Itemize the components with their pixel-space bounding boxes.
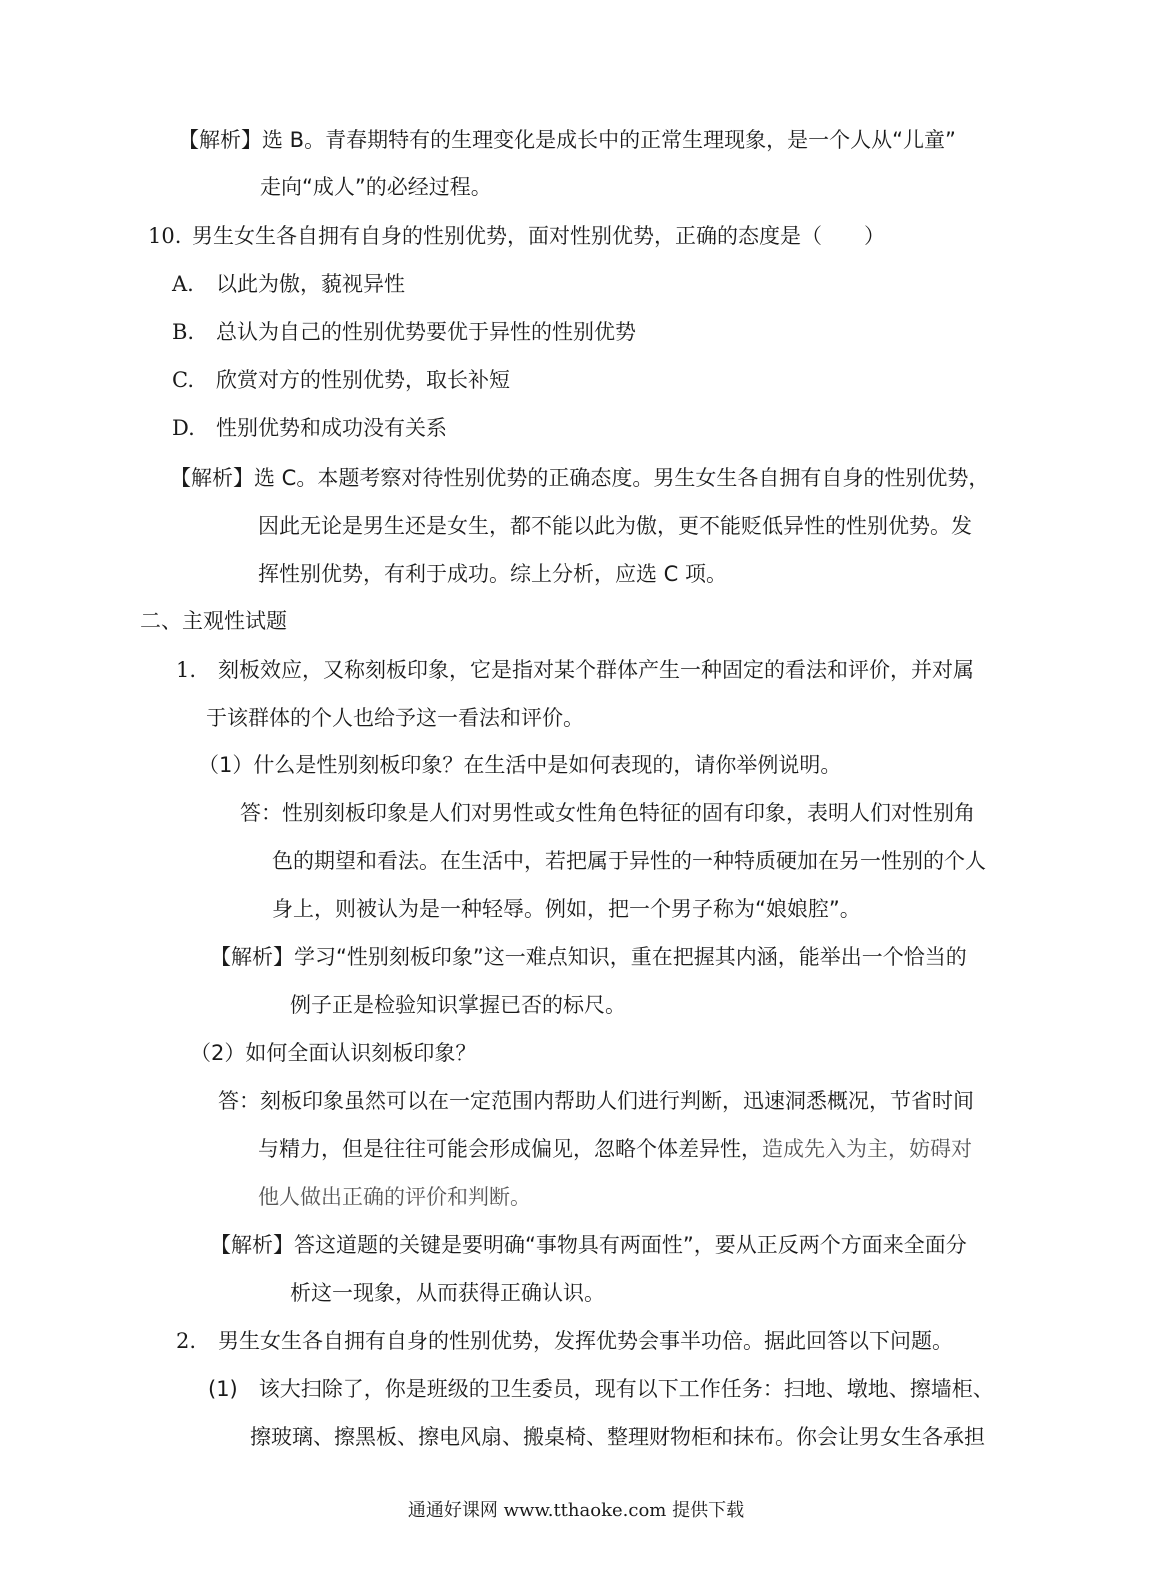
q10-option-a xyxy=(172,270,405,298)
q10-option-b xyxy=(172,318,636,346)
s1-part2-question: （2）如何全面认识刻板印象？ xyxy=(190,1041,477,1065)
s1-part1-answer-line-3: 身上，则被认为是一种轻辱。例如，把一个男子称为“娘娘腔”。 xyxy=(272,897,861,921)
section-heading: 二、主观性试题 xyxy=(140,609,287,633)
option-text: 性别优势和成功没有关系 xyxy=(216,416,447,440)
s2-number: 2. xyxy=(176,1329,197,1353)
footer-credit: 通通好课网 www.tthaoke.com 提供下载 xyxy=(407,1500,745,1521)
s1-number: 1. xyxy=(176,658,197,682)
q10-analysis-line-2: 因此无论是男生还是女生，都不能以此为傲，更不能贬低异性的性别优势。发 xyxy=(258,514,972,538)
q10-analysis-line-3: 挥性别优势，有利于成功。综上分析，应选 C 项。 xyxy=(258,562,728,586)
s1-stem-text: 刻板效应，又称刻板印象，它是指对某个群体产生一种固定的看法和评价，并对属 xyxy=(218,658,974,682)
s1-part1-analysis-line-1: 【解析】学习“性别刻板印象”这一难点知识，重在把握其内涵，能举出一个恰当的 xyxy=(210,945,967,969)
s1-part1-question: （1）什么是性别刻板印象？在生活中是如何表现的，请你举例说明。 xyxy=(198,753,842,777)
s1-part2-analysis-line-1: 【解析】答这道题的关键是要明确“事物具有两面性”，要从正反两个方面来全面分 xyxy=(210,1233,967,1257)
answer-text-gray: 造成先入为主，妨碍对 xyxy=(762,1137,972,1161)
s1-stem-line-1 xyxy=(176,656,974,684)
option-letter: A. xyxy=(172,272,194,296)
s2-part1-line-2: 擦玻璃、擦黑板、擦电风扇、搬桌椅、整理财物柜和抹布。你会让男女生各承担 xyxy=(250,1425,985,1449)
s1-part2-answer-line-3: 他人做出正确的评价和判断。 xyxy=(258,1185,531,1209)
s1-part2-analysis-line-2: 析这一现象，从而获得正确认识。 xyxy=(290,1281,605,1305)
option-text: 欣赏对方的性别优势，取长补短 xyxy=(216,368,510,392)
q9-analysis-line-2: 走向“成人”的必经过程。 xyxy=(260,175,492,199)
option-letter: D. xyxy=(172,416,195,440)
option-letter: C. xyxy=(172,368,194,392)
s1-part2-answer-line-1: 答：刻板印象虽然可以在一定范围内帮助人们进行判断，迅速洞悉概况，节省时间 xyxy=(218,1089,974,1113)
s2-part1-line-1: (1) 该大扫除了，你是班级的卫生委员，现有以下工作任务：扫地、墩地、擦墙柜、 xyxy=(208,1377,994,1401)
s2-stem-text: 男生女生各自拥有自身的性别优势，发挥优势会事半功倍。据此回答以下问题。 xyxy=(218,1329,953,1353)
s1-stem-line-2: 于该群体的个人也给予这一看法和评价。 xyxy=(206,706,584,730)
s1-part1-answer-line-2: 色的期望和看法。在生活中，若把属于异性的一种特质硬加在另一性别的个人 xyxy=(272,849,986,873)
s1-part1-analysis-line-2: 例子正是检验知识掌握已否的标尺。 xyxy=(290,993,626,1017)
q10-option-d xyxy=(172,414,447,442)
s2-stem xyxy=(176,1327,953,1355)
s1-part1-answer-line-1: 答：性别刻板印象是人们对男性或女性角色特征的固有印象，表明人们对性别角 xyxy=(240,801,975,825)
option-text: 总认为自己的性别优势要优于异性的性别优势 xyxy=(216,320,636,344)
answer-text: 与精力，但是往往可能会形成偏见，忽略个体差异性， xyxy=(258,1137,762,1161)
option-letter: B. xyxy=(172,320,195,344)
q10-number: 10. xyxy=(148,224,182,248)
option-text: 以此为傲，藐视异性 xyxy=(216,272,405,296)
q10-option-c xyxy=(172,366,510,394)
q10-stem-text: 男生女生各自拥有自身的性别优势，面对性别优势，正确的态度是（ ） xyxy=(192,224,885,248)
q10-analysis-line-1: 【解析】选 C。本题考察对待性别优势的正确态度。男生女生各自拥有自身的性别优势， xyxy=(170,466,990,490)
s1-part2-answer-line-2 xyxy=(258,1135,972,1163)
q10-stem xyxy=(148,222,885,250)
q9-analysis-line-1: 【解析】选 B。青春期特有的生理变化是成长中的正常生理现象，是一个人从“儿童” xyxy=(178,128,956,152)
